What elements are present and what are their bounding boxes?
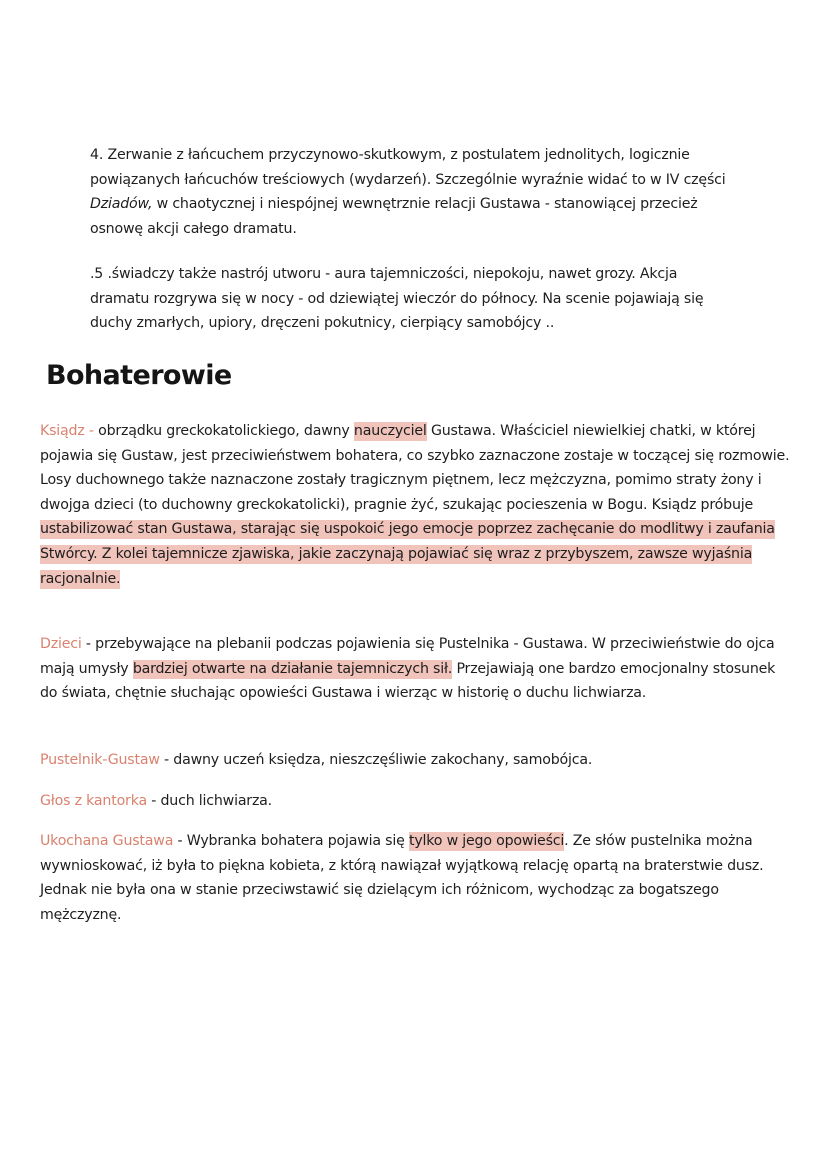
character-glos: Głos z kantorka - duch lichwiarza. bbox=[40, 793, 272, 809]
highlight: ustabilizować stan Gustawa, starając się uspokoić jego emocje poprzez zachęcanie do modlitwy i zaufania Stwórcy. Z kolei tajemnicze zjawiska, jakie zaczynają pojawiać się wraz z przybyszem, zawsze wyjaśnia racjonalnie. bbox=[40, 521, 775, 587]
character-name: Ksiądz - bbox=[40, 423, 94, 439]
character-name: Ukochana Gustawa bbox=[40, 833, 174, 849]
section-heading: Bohaterowie bbox=[46, 360, 232, 391]
character-name: Głos z kantorka bbox=[40, 793, 147, 809]
paragraph-4: 4. Zerwanie z łańcuchem przyczynowo-skutkowym, z postulatem jednolitych, logicznie powiązanych łańcuchów treściowych (wydarzeń). Szczególnie wyraźnie widać to w IV części Dziadów, w chaotycznej i niespójnej wewnętrznie relacji Gustawa - stanowiącej przecież osnowę akcji całego dramatu. bbox=[90, 147, 726, 237]
character-name: Pustelnik-Gustaw bbox=[40, 752, 160, 768]
character-dzieci: Dzieci - przebywające na plebanii podczas pojawienia się Pustelnika - Gustawa. W przeciwieństwie do ojca mają umysły bardziej otwarte na działanie tajemniczych sił. Przejawiają one bardzo emocjonalny stosunek do świata, chętnie słuchając opowieści Gustawa i wierząc w historię o duchu lichwiarza. bbox=[40, 636, 776, 702]
highlight: tylko w jego opowieści bbox=[408, 833, 565, 849]
character-pustelnik: Pustelnik-Gustaw - dawny uczeń księdza, nieszczęśliwie zakochany, samobójca. bbox=[40, 752, 593, 768]
character-ksiadz: Ksiądz - obrządku greckokatolickiego, dawny nauczyciel Gustawa. Właściciel niewielkiej chatki, w której pojawia się Gustaw, jest przeciwieństwem bohatera, co szybko zaznaczone zostaje w toczącej się rozmowie. Losy duchownego także naznaczone zostały tragicznym piętnem, lecz mężczyzna, pomimo straty żony i dwojga dzieci (to duchowny greckokatolicki), pragnie żyć, szukając pocieszenia w Bogu. Ksiądz próbuje ustabilizować stan Gustawa, starając się uspokoić jego emocje poprzez zachęcanie do modlitwy i zaufania Stwórcy. Z kolei tajemnicze zjawiska, jakie zaczynają pojawiać się wraz z przybyszem, zawsze wyjaśnia racjonalnie. bbox=[40, 423, 790, 587]
character-ukochana: Ukochana Gustawa - Wybranka bohatera pojawia się tylko w jego opowieści. Ze słów pustelnika można wywnioskować, iż była to piękna kobieta, z którą nawiązał wyjątkową relację opartą na braterstwie dusz. Jednak nie była ona w stanie przeciwstawić się dzielącym ich różnicom, wychodząc za bogatszego mężczyznę. bbox=[40, 833, 764, 923]
character-name: Dzieci bbox=[40, 636, 82, 652]
work-title: Dziadów, bbox=[90, 196, 153, 213]
highlight: bardziej otwarte na działanie tajemniczych sił. bbox=[132, 660, 453, 677]
paragraph-5: .5 .świadczy także nastrój utworu - aura tajemniczości, niepokoju, nawet grozy. Akcja dramatu rozgrywa się w nocy - od dziewiątej wieczór do północy. Na scenie pojawiają się duchy zmarłych, upiory, dręczeni pokutnicy, cierpiący samobójcy .. bbox=[90, 266, 704, 332]
highlight: nauczyciel bbox=[353, 423, 427, 439]
